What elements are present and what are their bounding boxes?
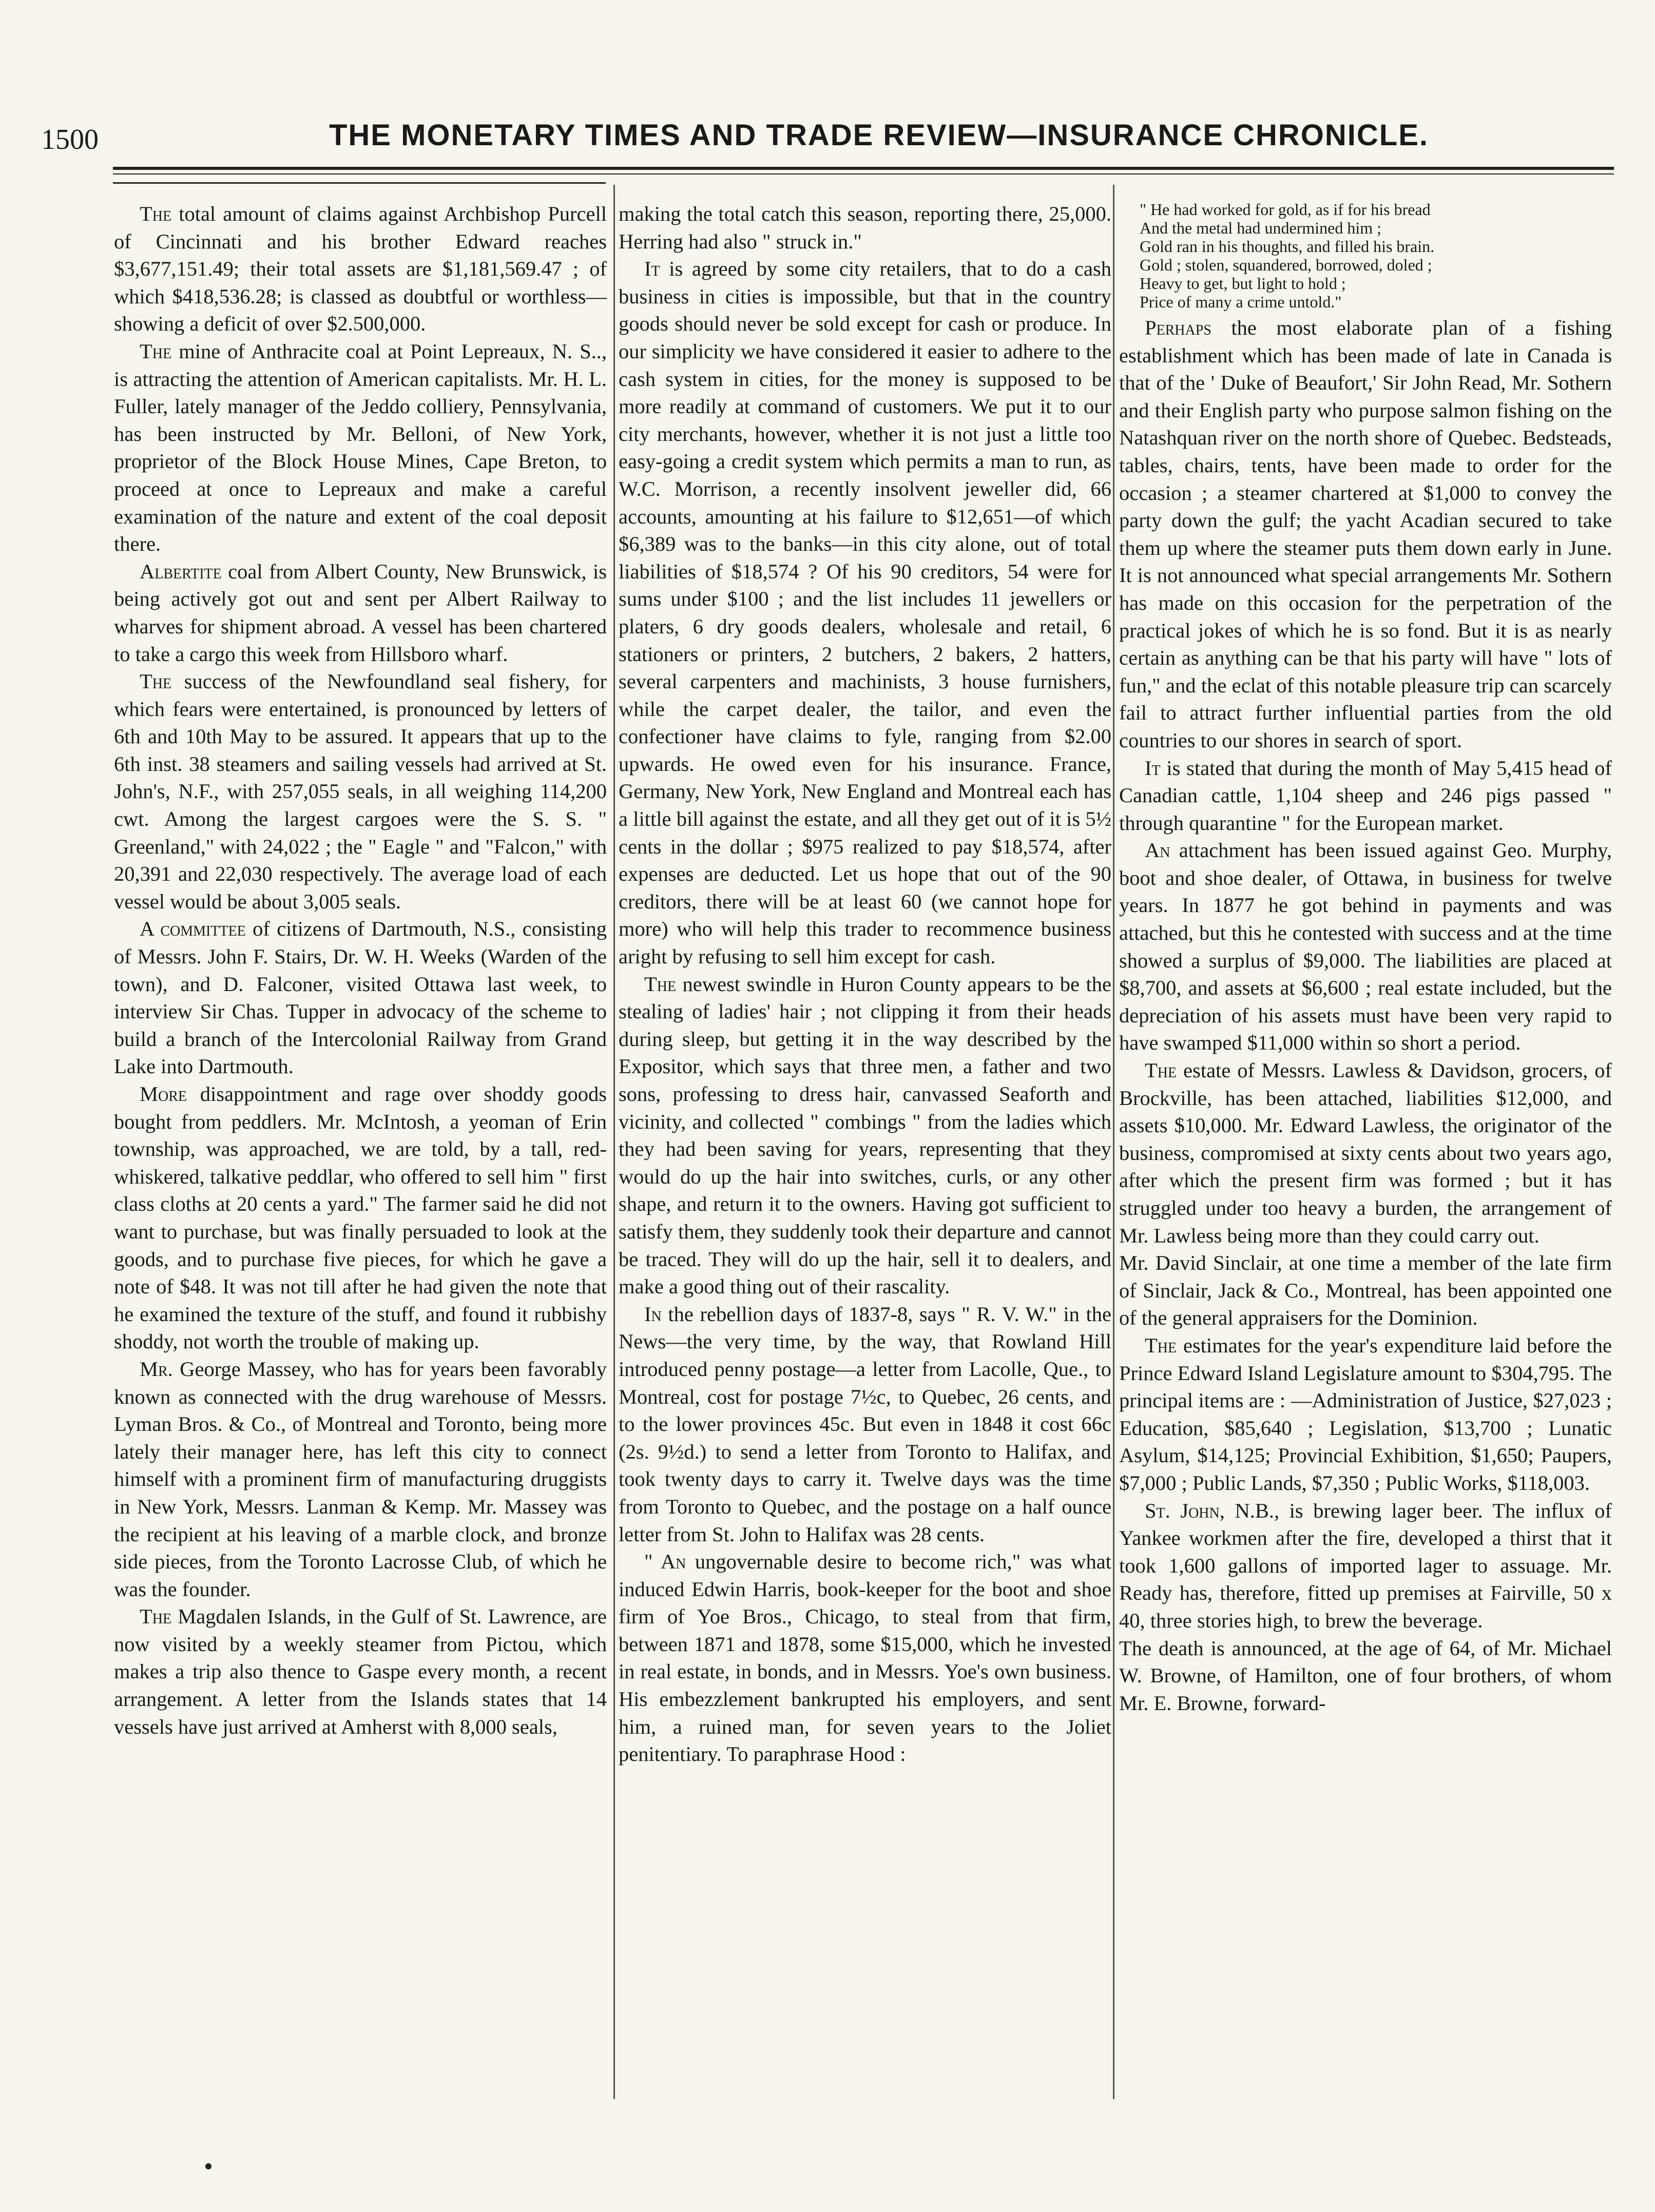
paragraph-text: is stated that during the month of May 5,415 head of Canadian cattle, 1,104 sheep and 246 pigs passed " through quarantine " for the European market. (1119, 756, 1612, 835)
article-paragraph (114, 1355, 607, 1603)
paragraph-lead-word: Albertite (140, 559, 222, 583)
article-paragraph (1119, 754, 1612, 837)
article-paragraph (114, 668, 607, 915)
article-column-1 (114, 200, 607, 2109)
paragraph-text: attachment has been issued against Geo. Murphy, boot and shoe dealer, of Ottawa, in business for twelve years. In 1877 he got behind in payments and was attached, but this he contested with success and at the time showed a surplus of $9,000. The liabilities are placed at $8,700, and assets at $6,600 ; real estate included, but the depreciation of his assets must have been very rapid to have swamped $11,000 within so short a period. (1119, 839, 1612, 1055)
header-rule-thin (113, 173, 1614, 174)
poem-line: And the metal had undermined him ; (1140, 219, 1381, 237)
article-column-3 (1119, 200, 1612, 2109)
article-paragraph (114, 915, 607, 1080)
paragraph-lead-word: The (1145, 1333, 1177, 1357)
paragraph-lead-word: The (140, 670, 172, 693)
paragraph-lead-word: The (140, 202, 172, 225)
paragraph-lead-word: " An (644, 1550, 686, 1574)
poem-excerpt (1119, 200, 1612, 311)
paragraph-lead-word: The (1145, 1059, 1177, 1082)
paragraph-text: estate of Messrs. Lawless & Davidson, grocers, of Brockville, has been attached, liabilities $12,000, and assets $10,000. Mr. Edward Lawless, the originator of the business, compromised at sixty cents about two years ago, after which the present firm was formed ; but it has struggled under too heavy a burden, the arrangement of Mr. Lawless being more than they could carry out. (1119, 1059, 1612, 1247)
page-number: 1500 (41, 124, 99, 156)
article-column-2 (619, 200, 1111, 2109)
column-divider (613, 185, 615, 2099)
paragraph-text: coal from Albert County, New Brunswick, is being actively got out and sent per Albert Railway to wharves for shipment abroad. A vessel has been chartered to take a cargo this week from Hillsboro wharf. (114, 559, 607, 666)
header-rule-short (113, 182, 606, 184)
paragraph-lead-word: The (644, 972, 677, 996)
article-paragraph (619, 971, 1111, 1301)
article-paragraph (619, 1548, 1111, 1768)
paragraph-text: newest swindle in Huron County appears to be the stealing of ladies' hair ; not clipping it from their heads during sleep, but getting it in the way described by the Expositor, which says that three men, a father and two sons, professing to dress hair, canvassed Seaforth and vicinity, and collected " combings " from the ladies which they had been saving for years, representing that they would do up the hair into switches, curls, or any other shape, and return it to the owners. Having got sufficient to satisfy them, they suddenly took their departure and cannot be traced. They will do up the hair, sell it to dealers, and make a good thing out of their rascality. (619, 972, 1111, 1298)
poem-line: Gold ran in his thoughts, and filled his brain. (1140, 237, 1435, 256)
paragraph-text: ungovernable desire to become rich," was what induced Edwin Harris, book-keeper for the boot and shoe firm of Yoe Bros., Chicago, to steal from that firm, between 1871 and 1878, some $15,000, which he invested in real estate, in bonds, and in Messrs. Yoe's own business. His embezzlement bankrupted his employers, and sent him, a ruined man, for seven years to the Joliet penitentiary. To paraphrase Hood : (619, 1550, 1111, 1766)
paragraph-lead-word: The (140, 1605, 172, 1628)
paragraph-text: total amount of claims against Archbishop Purcell of Cincinnati and his brother Edward reaches $3,677,151.49; their total assets are $1,181,569.47 ; of which $418,536.28; is classed as doubtful or worthless—showing a deficit of over $2.500,000. (114, 202, 607, 336)
paragraph-text: mine of Anthracite coal at Point Lepreaux, N. S.., is attracting the attention of American capitalists. Mr. H. L. Fuller, lately manager of the Jeddo colliery, Pennsylvania, has been instructed by Mr. Belloni, of New York, proprietor of the Block House Mines, Cape Breton, to proceed at once to Lepreaux and make a careful examination of the nature and extent of the coal deposit there. (114, 339, 607, 556)
paragraph-text: is agreed by some city retailers, that to do a cash business in cities is impossible, but that in the country goods should never be sold except for cash or produce. In our simplicity we have considered it easier to adhere to the cash system in cities, for the money is supposed to be more readily at command of customers. We put it to our city merchants, however, whether it is not just a little too easy-going a credit system which permits a man to run, as W.C. Morrison, a recently insolvent jeweller did, 66 accounts, amounting at his failure to $12,651—of which $6,389 was to the banks—in this city alone, out of total liabilities of $18,574 ? Of his 90 creditors, 54 were for sums under $100 ; and the list includes 11 jewellers or platers, 6 dry goods dealers, wholesale and retail, 6 stationers or printers, 2 butchers, 2 bakers, 2 hatters, several carpenters and machinists, 3 house furnishers, while the carpet dealer, the tailor, and even the confectioner have claims to fyle, ranging from $2.00 upwards. He owed even for his insurance. France, Germany, New York, New England and Montreal each has a little bill against the estate, and all they get out of it is 5½ cents in the dollar ; $975 realized to pay $18,574, after expenses are deducted. Let us hope that out of the 90 creditors, there will be at least 60 (we cannot hope for more) who will help this trader to recommence business aright by refusing to sell him except for cash. (619, 257, 1111, 968)
poem-line: Price of many a crime untold." (1140, 293, 1342, 311)
page-header (41, 118, 1614, 164)
page-title: THE MONETARY TIMES AND TRADE REVIEW—INSURANCE CHRONICLE. (329, 119, 1429, 152)
paragraph-text: The death is announced, at the age of 64, of Mr. Michael W. Browne, of Hamilton, one of four brothers, of whom Mr. E. Browne, forward- (1119, 1636, 1612, 1715)
article-paragraph (114, 1603, 607, 1740)
paragraph-lead-word: The (140, 339, 172, 363)
header-rule (113, 167, 1614, 170)
paragraph-text: Mr. David Sinclair, at one time a member of the late firm of Sinclair, Jack & Co., Montreal, has been appointed one of the general appraisers for the Dominion. (1119, 1251, 1612, 1330)
paragraph-text: disappointment and rage over shoddy goods bought from peddlers. Mr. McIntosh, a yeoman of Erin township, was approached, we are told, by a tall, red-whiskered, talkative peddlar, who offered to sell him " first class cloths at 20 cents a yard." The farmer said he did not want to purchase, but was finally persuaded to look at the goods, and to purchase five pieces, for which he gave a note of $48. It was not till after he had given the note that he examined the texture of the stuff, and found it rubbishy shoddy, not worth the trouble of making up. (114, 1082, 607, 1353)
article-paragraph (1119, 1057, 1612, 1249)
article-paragraph (1119, 837, 1612, 1057)
ink-mark (205, 2163, 211, 2169)
article-paragraph (1119, 1497, 1612, 1635)
paragraph-lead-word: St. John (1145, 1499, 1220, 1522)
article-paragraph (1119, 314, 1612, 754)
paragraph-text: of citizens of Dartmouth, N.S., consisting of Messrs. John F. Stairs, Dr. W. H. Weeks (Warden of the town), and D. Falconer, visited Ottawa last week, to interview Sir Chas. Tupper in advocacy of the scheme to build a branch of the Intercolonial Railway from Grand Lake into Dartmouth. (114, 917, 607, 1078)
paragraph-text: , N.B., is brewing lager beer. The influx of Yankee workmen after the fire, developed a thirst that it took 1,600 gallons of imported lager to assuage. Mr. Ready has, therefore, fitted up premises at Fairville, 50 x 40, three stories high, to brew the beverage. (1119, 1499, 1612, 1632)
paragraph-text: estimates for the year's expenditure laid before the Prince Edward Island Legislature amount to $304,795. The principal items are : —Administration of Justice, $27,023 ; Education, $85,640 ; Legislation, $13,700 ; Lunatic Asylum, $14,125; Provincial Exhibition, $1,650; Paupers, $7,000 ; Public Lands, $7,350 ; Public Works, $118,003. (1119, 1333, 1612, 1495)
paragraph-lead-word: Perhaps (1145, 316, 1211, 339)
poem-line: Gold ; stolen, squandered, borrowed, doled ; (1140, 256, 1432, 274)
column-divider (1113, 185, 1114, 2099)
poem-line: " He had worked for gold, as if for his bread (1140, 200, 1431, 219)
paragraph-text: Magdalen Islands, in the Gulf of St. Lawrence, are now visited by a weekly steamer from Pictou, which makes a trip also thence to Gaspe every month, a recent arrangement. A letter from the Islands states that 14 vessels have just arrived at Amherst with 8,000 seals, (114, 1605, 607, 1738)
paragraph-lead-word: Mr. (140, 1357, 173, 1381)
paragraph-text: George Massey, who has for years been favorably known as connected with the drug warehouse of Messrs. Lyman Bros. & Co., of Montreal and Toronto, being more lately their manager here, has left this city to connect himself with a prominent firm of manufacturing druggists in New York, Messrs. Lanman & Kemp. Mr. Massey was the recipient at his leaving of a marble clock, and bronze side pieces, from the Toronto Lacrosse Club, of which he was the founder. (114, 1357, 607, 1601)
article-paragraph (114, 558, 607, 668)
paragraph-lead-word: It (1145, 756, 1161, 780)
article-paragraph (619, 200, 1111, 255)
article-paragraph (1119, 1635, 1612, 1717)
article-paragraph (1119, 1249, 1612, 1332)
article-paragraph (1119, 1332, 1612, 1497)
paragraph-lead-word: An (1145, 839, 1170, 862)
paragraph-lead-word: In (644, 1302, 662, 1326)
paragraph-lead-word: A committee (140, 917, 246, 941)
paragraph-text: the most elaborate plan of a fishing establishment which has been made of late in Canada is that of the ' Duke of Beaufort,' Sir John Read, Mr. Sothern and their English party who purpose salmon fishing on the Natashquan river on the north shore of Quebec. Bedsteads, tables, chairs, tents, have been made to order for the occasion ; a steamer chartered at $1,000 to convey the party down the gulf; the yacht Acadian secured to take them up where the steamer puts them down early in June. It is not announced what special arrangements Mr. Sothern has made on this occasion for the perpetration of the practical jokes of which he is so fond. But it is as nearly certain as anything can be that his party will have " lots of fun," and the eclat of this notable pleasure trip can scarcely fail to attract further influential parties from the old countries to our shores in search of sport. (1119, 316, 1612, 752)
poem-line: Heavy to get, but light to hold ; (1140, 274, 1346, 293)
paragraph-text: making the total catch this season, reporting there, 25,000. Herring had also " struck in." (619, 202, 1111, 253)
paragraph-lead-word: It (644, 257, 660, 281)
article-paragraph (114, 1080, 607, 1355)
article-paragraph (114, 200, 607, 338)
paragraph-lead-word: More (140, 1082, 187, 1105)
article-paragraph (619, 1301, 1111, 1548)
paragraph-text: the rebellion days of 1837-8, says " R. V. W." in the News—the very time, by the way, that Rowland Hill introduced penny postage—a letter from Lacolle, Que., to Montreal, cost for postage 7½c, to Quebec, 26 cents, and to the lower provinces 45c. But even in 1848 it cost 66c (2s. 9½d.) to send a letter from Toronto to Halifax, and took twenty days to carry it. Twelve days was the time from Toronto to Quebec, and the postage on a half ounce letter from St. John to Halifax was 28 cents. (619, 1302, 1111, 1546)
article-paragraph (619, 255, 1111, 970)
article-paragraph (114, 338, 607, 558)
paragraph-text: success of the Newfoundland seal fishery, for which fears were entertained, is pronounced by letters of 6th and 10th May to be assured. It appears that up to the 6th inst. 38 steamers and sailing vessels had arrived at St. John's, N.F., with 257,055 seals, in all weighing 114,200 cwt. Among the largest cargoes were the S. S. " Greenland," with 24,022 ; the " Eagle " and "Falcon," with 20,391 and 22,030 respectively. The average load of each vessel would be about 3,005 seals. (114, 670, 607, 913)
